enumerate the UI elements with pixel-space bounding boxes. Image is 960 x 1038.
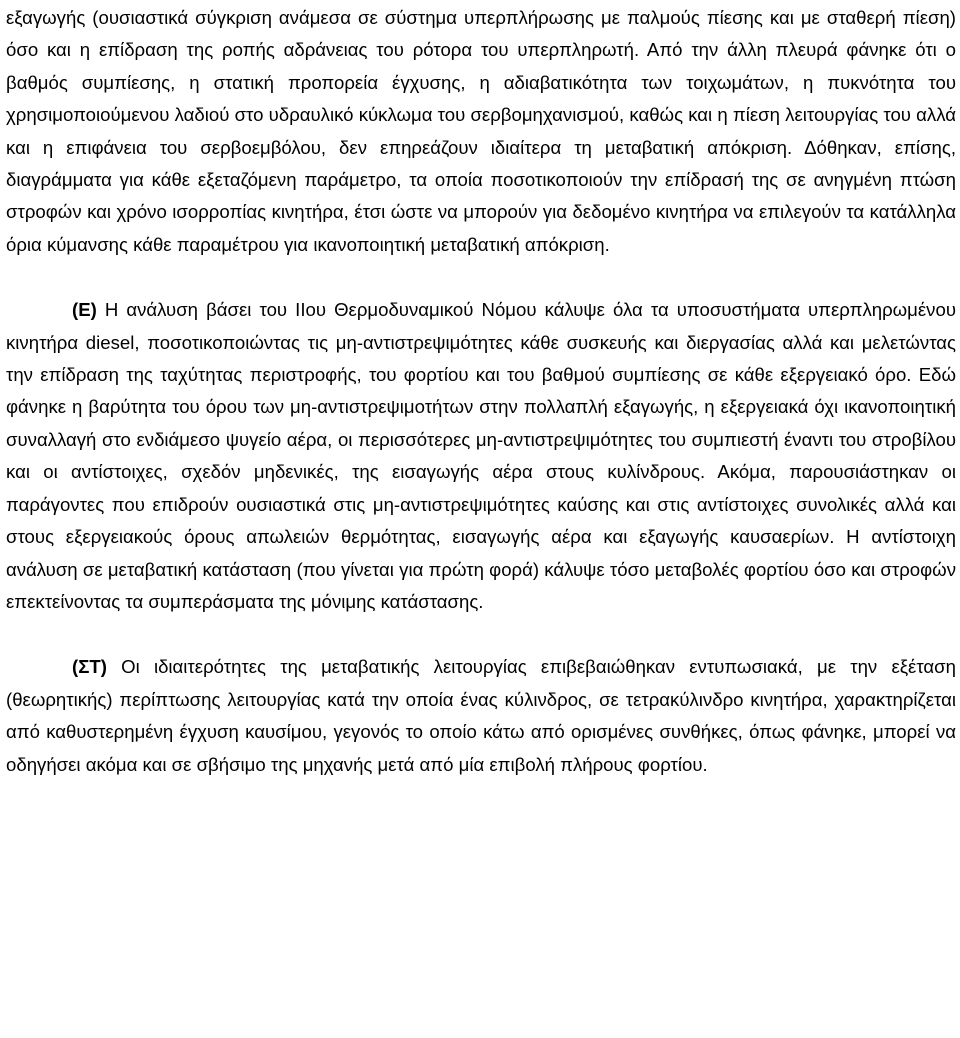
paragraph-e-text: Η ανάλυση βάσει του ΙΙου Θερμοδυναμικού Νόμου κάλυψε όλα τα υποσυστήματα υπερπληρωμένου κινητήρα diesel, ποσοτικοποιώντας τις μη-αντιστρεψιμότητες κάθε συσκευής και διεργασίας αλλά και μελετώντας την επίδραση της ταχύτητας περιστροφής, του φορτίου και του βαθμού συμπίεσης σε κάθε εξεργειακό όρο. Εδώ φάνηκε η βαρύτητα του όρου των μη-αντιστρεψιμοτήτων στην πολλαπλή εξαγωγής, η εξεργειακά όχι ικανοποιητική συναλλαγή στο ενδιάμεσο ψυγείο αέρα, οι περισσότερες μη-αντιστρεψιμότητες του συμπιεστή έναντι του στροβίλου και οι αντίστοιχες, σχεδόν μηδενικές, της εισαγωγής αέρα στους κυλίνδρους. Ακόμα, παρουσιάστηκαν οι παράγοντες που επιδρούν ουσιαστικά στις μη-αντιστρεψιμότητες καύσης και στις αντίστοιχες συνολικές αλλά και στους εξεργειακούς όρους απωλειών θερμότητας, εισαγωγής αέρα και εξαγωγής καυσαερίων. Η αντίστοιχη ανάλυση σε μεταβατική κατάσταση (που γίνεται για πρώτη φορά) κάλυψε τόσο μεταβολές φορτίου όσο και στροφών επεκτείνοντας τα συμπεράσματα της μόνιμης κατάστασης.: [6, 299, 956, 612]
paragraph-st-marker: (ΣΤ): [72, 656, 107, 678]
paragraph-e: [6, 294, 956, 618]
paragraph-st: [6, 651, 956, 781]
paragraph-e-marker: (Ε): [72, 299, 97, 321]
paragraph-continuation: εξαγωγής (ουσιαστικά σύγκριση ανάμεσα σε σύστημα υπερπλήρωσης με παλμούς πίεσης και με σταθερή πίεση) όσο και η επίδραση της ροπής αδράνειας του ρότορα του υπερπληρωτή. Από την άλλη πλευρά φάνηκε ότι ο βαθμός συμπίεσης, η στατική προπορεία έγχυσης, η αδιαβατικότητα των τοιχωμάτων, η πυκνότητα του χρησιμοποιούμενου λαδιού στο υδραυλικό κύκλωμα του σερβομηχανισμού, καθώς και η πίεση λειτουργίας του αλλά και η επιφάνεια του σερβοεμβόλου, δεν επηρεάζουν ιδιαίτερα τη μεταβατική απόκριση. Δόθηκαν, επίσης, διαγράμματα για κάθε εξεταζόμενη παράμετρο, τα οποία ποσοτικοποιούν την επίδρασή της σε ανηγμένη πτώση στροφών και χρόνο ισορροπίας κινητήρα, έτσι ώστε να μπορούν για δεδομένο κινητήρα να επιλεγούν τα κατάλληλα όρια κύμανσης κάθε παραμέτρου για ικανοποιητική μεταβατική απόκριση.: [6, 7, 956, 255]
paragraph-st-text: Οι ιδιαιτερότητες της μεταβατικής λειτουργίας επιβεβαιώθηκαν εντυπωσιακά, με την εξέταση (θεωρητικής) περίπτωσης λειτουργίας κατά την οποία ένας κύλινδρος, σε τετρακύλινδρο κινητήρα, χαρακτηρίζεται από καθυστερημένη έγχυση καυσίμου, γεγονός το οποίο κάτω από ορισμένες συνθήκες, όπως φάνηκε, μπορεί να οδηγήσει ακόμα και σε σβήσιμο της μηχανής μετά από μία επιβολή πλήρους φορτίου.: [6, 656, 956, 775]
